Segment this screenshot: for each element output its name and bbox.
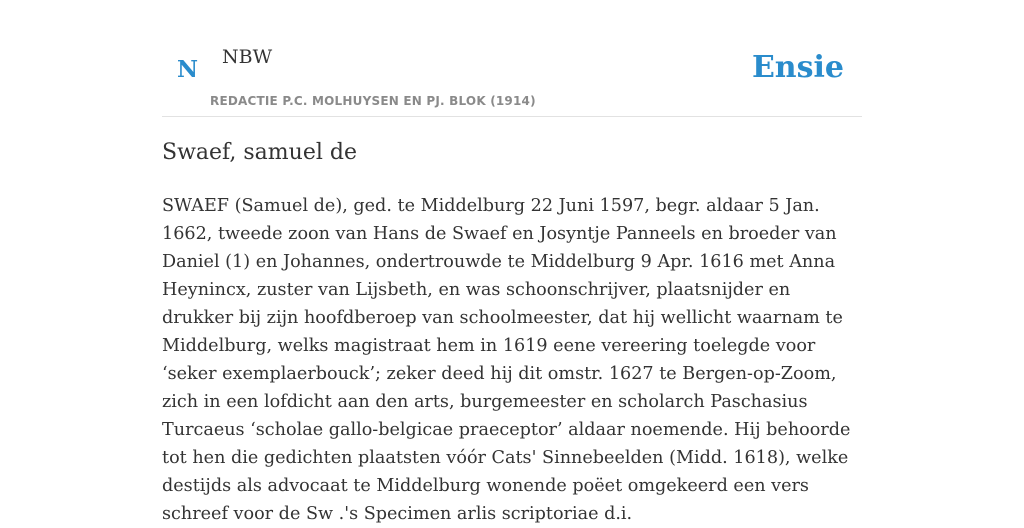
page xyxy=(162,0,862,524)
header xyxy=(162,0,862,117)
ensie-logo[interactable]: Ensie xyxy=(751,50,844,85)
editors-line: REDACTIE P.C. MOLHUYSEN EN PJ. BLOK (1914) xyxy=(210,94,536,108)
entry-title: Swaef, samuel de xyxy=(162,140,357,165)
source-logo[interactable]: N xyxy=(177,56,199,83)
book-title[interactable]: NBW xyxy=(222,46,273,68)
entry-body: SWAEF (Samuel de), ged. te Middelburg 22 Juni 1597, begr. aldaar 5 Jan. 1662, tweede zoon van Hans de Swaef en Josyntje Panneels en broeder van Daniel (1) en Johannes, ondertrouwde te Middelburg 9 Apr. 1616 met Anna Heynincx, zuster van Lijsbeth, en was schoonschrijver, plaatsnijder en drukker bij zijn hoofdberoep van schoolmeester, dat hij wellicht waarnam te Middelburg, welks magistraat hem in 1619 eene vereering toelegde voor ‘seker exemplaerbouck’; zeker deed hij dit omstr. 1627 te Bergen-op-Zoom, zich in een lofdicht aan den arts, burgemeester en scholarch Paschasius Turcaeus ‘scholae gallo-belgicae praeceptor’ aldaar noemende. Hij behoorde tot hen die gedichten plaatsten vóór Cats' Sinnebeelden (Midd. 1618), welke destijds als advocaat te Middelburg wonende poëet omgekeerd een vers schreef voor de Sw .'s Specimen arlis scriptoriae d.i. xyxy=(162,196,851,524)
